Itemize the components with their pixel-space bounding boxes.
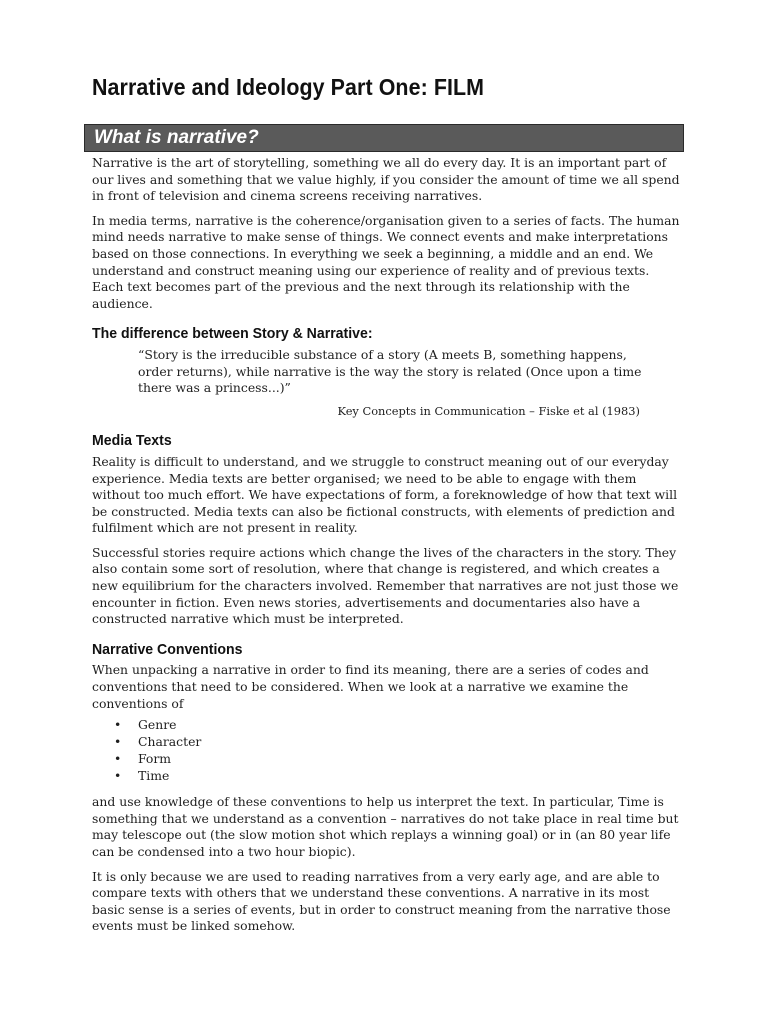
media-texts-paragraph-1: Reality is difficult to understand, and we struggle to construct meaning out of our everyday experience. Media texts are better organised; we need to be able to engage with them without too much effort. We have expectations of form, a foreknowledge of how that text will be constructed. Media texts can also be fictional constructs, with elements of prediction and fulfilment which are not present in reality. bbox=[92, 453, 678, 536]
story-vs-narrative-heading: The difference between Story & Narrative: bbox=[92, 325, 373, 343]
section-header-bar bbox=[84, 124, 684, 152]
quote-text: “Story is the irreducible substance of a story (A meets B, something happens, order returns), while narrative is the way the story is related (Once upon a time there was a princess...)” bbox=[138, 346, 642, 396]
list-item: • Genre bbox=[114, 717, 177, 733]
fiske-quote bbox=[138, 347, 658, 397]
bullet-icon: • bbox=[114, 751, 122, 767]
list-item: • Form bbox=[114, 751, 172, 767]
list-item: • Character bbox=[114, 734, 202, 750]
bullet-icon: • bbox=[114, 768, 122, 784]
quote-citation: Key Concepts in Communication – Fiske et al (1983) bbox=[337, 403, 640, 418]
intro-paragraph-2: In media terms, narrative is the coherence/organisation given to a series of facts. The human mind needs narrative to make sense of things. We connect events and make interpretations based on those connections. In everything we seek a beginning, a middle and an end. We understand and construct meaning using our experience of reality and of previous texts. Each text becomes part of the previous and the next through its relationship with the audience. bbox=[92, 212, 680, 311]
media-texts-heading: Media Texts bbox=[92, 432, 172, 450]
conventions-paragraph-1: and use knowledge of these conventions to help us interpret the text. In particular, Time is something that we understand as a convention – narratives do not take place in real time but may telescope out (the slow motion shot which replays a winning goal) or in (an 80 year life can be condensed into a two hour biopic). bbox=[92, 794, 679, 859]
bullet-icon: • bbox=[114, 717, 122, 733]
bullet-icon: • bbox=[114, 734, 122, 750]
intro-paragraph-1: Narrative is the art of storytelling, something we all do every day. It is an important part of our lives and something that we value highly, if you consider the amount of time we all spend in front of television and cinema screens receiving narratives. bbox=[92, 155, 680, 204]
media-texts-paragraph-2: Successful stories require actions which change the lives of the characters in the story. They also contain some sort of resolution, where that change is registered, and which creates a new equilibrium for the characters involved. Remember that narratives are not just those we encounter in fiction. Even news stories, advertisements and documentaries also have a constructed narrative which must be interpreted. bbox=[92, 544, 679, 627]
section-header-title: What is narrative? bbox=[94, 127, 259, 148]
conventions-paragraph-2: It is only because we are used to reading narratives from a very early age, and are able to compare texts with others that we understand these conventions. A narrative in its most basic sense is a series of events, but in order to construct meaning from the narrative those events must be linked somehow. bbox=[92, 868, 671, 934]
conventions-list bbox=[92, 716, 682, 784]
conventions-intro: When unpacking a narrative in order to find its meaning, there are a series of codes and conventions that need to be considered. When we look at a narrative we examine the conventions of bbox=[92, 662, 649, 711]
page-title: Narrative and Ideology Part One: FILM bbox=[92, 74, 485, 100]
document-body bbox=[92, 155, 682, 943]
narrative-conventions-heading: Narrative Conventions bbox=[92, 640, 243, 658]
list-item: • Time bbox=[114, 768, 170, 784]
